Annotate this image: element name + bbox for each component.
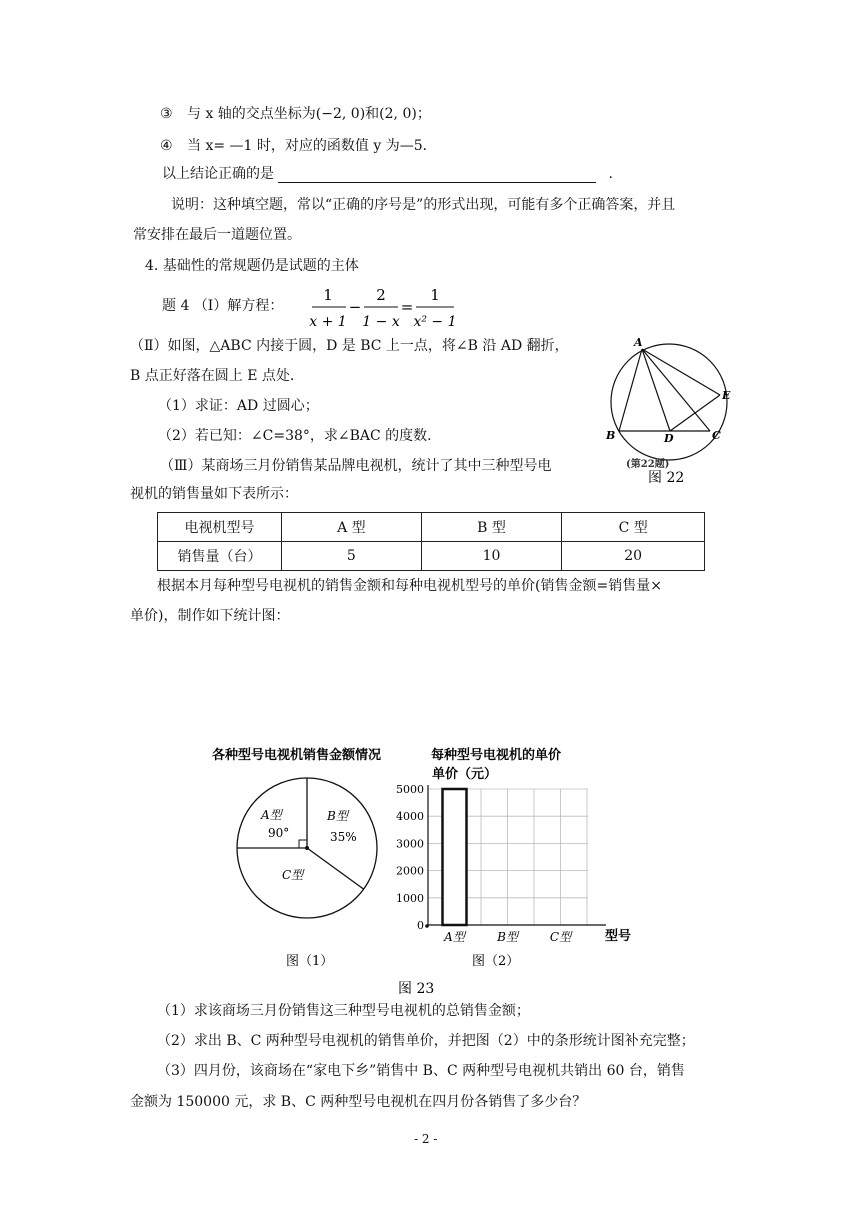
sales-volume-table <box>157 512 705 571</box>
point-label-b: B <box>606 429 616 442</box>
covered-caption: (第22题) <box>626 459 670 470</box>
table-header-cell: 电视机型号 <box>158 513 282 542</box>
y-tick-label: 3000 <box>396 837 424 851</box>
part-2-line-a: （Ⅱ）如图，△ABC 内接于圆，D 是 BC 上一点，将∠B 沿 AD 翻折， <box>130 338 569 354</box>
table-cell: 20 <box>562 542 705 571</box>
table-cell: 10 <box>421 542 562 571</box>
equation <box>308 282 458 334</box>
item-4-number: ④ <box>160 138 173 154</box>
pie-label-c: C型 <box>282 868 304 882</box>
point-label-c: C <box>712 429 721 442</box>
y-tick-label: 1000 <box>396 891 424 905</box>
pie-label-b: B型 <box>327 809 348 823</box>
table-header-row <box>158 513 705 542</box>
segment-ae <box>642 349 720 395</box>
sub-question-3-line-a: （3）四月份，该商场在“家电下乡”销售中 B、C 两种型号电视机共销出 60 台，销售 <box>157 1063 685 1079</box>
item-3-number: ③ <box>160 106 173 122</box>
y-tick-label: 4000 <box>396 810 424 824</box>
table-cell: 销售量（台） <box>158 542 282 571</box>
eq-denominator-2: 1 − x <box>362 314 400 330</box>
pie-value-a: 90° <box>268 826 290 840</box>
question-4-label: 题 4 （Ⅰ）解方程： <box>162 298 284 314</box>
point-label-e: E <box>722 389 731 402</box>
y-tick-label: 2000 <box>396 864 424 878</box>
item-3 <box>160 106 431 123</box>
point-label-d: D <box>664 432 674 445</box>
segment-de <box>670 395 720 431</box>
bar-chart-ylabel: 单价（元） <box>432 767 498 782</box>
figure-23 <box>200 740 650 1000</box>
sub-question-3-line-b: 金额为 150000 元，求 B、C 两种型号电视机在四月份各销售了多少台？ <box>130 1094 587 1110</box>
pie-center-dot <box>305 846 309 850</box>
table-header-cell: B 型 <box>421 513 562 542</box>
x-tick-label: C型 <box>549 930 572 944</box>
bar-chart <box>396 783 606 944</box>
figure-23-subcaption-2: 图（2） <box>472 954 520 969</box>
note-line-1: 说明：这种填空题，常以“正确的序号是”的形式出现，可能有多个正确答案，并且 <box>171 197 676 213</box>
eq-denominator-1: x + 1 <box>309 314 347 330</box>
sub-question-2: （2）求出 B、C 两种型号电视机的销售单价，并把图（2）中的条形统计图补充完整； <box>157 1033 695 1049</box>
part-2-question-1: （1）求证：AD 过圆心； <box>158 398 319 414</box>
part-2-line-b: B 点正好落在圆上 E 点处. <box>130 368 295 384</box>
note-line-2: 常安排在最后一道题位置。 <box>133 227 301 243</box>
eq-numerator-2: 2 <box>376 286 386 304</box>
point-label-a: A <box>634 336 643 349</box>
y-tick-label: 5000 <box>396 783 424 796</box>
eq-minus: − <box>348 298 362 316</box>
pie-chart <box>237 778 377 918</box>
y-tick-label: 0 <box>417 919 424 932</box>
sub-question-1: （1）求该商场三月份销售这三种型号电视机的总销售金额； <box>157 1003 530 1019</box>
conclusion-text: 以上结论正确的是 <box>162 166 274 182</box>
after-table-line-1: 根据本月每种型号电视机的销售金额和每种电视机型号的单价(销售金额=销售量× <box>157 578 662 594</box>
bar-a <box>443 789 467 925</box>
item-4-text: 当 x= —1 时，对应的函数值 y 为—5． <box>187 138 437 154</box>
part-3-line-a: （Ⅲ）某商场三月份销售某品牌电视机，统计了其中三种型号电 <box>160 458 552 474</box>
page-number: - 2 - <box>414 1132 438 1146</box>
item-4 <box>160 138 437 155</box>
part-2-question-2: （2）若已知：∠C=38°，求∠BAC 的度数. <box>158 428 432 444</box>
x-tick-label: A型 <box>444 930 465 944</box>
figure-23-subcaption-1: 图（1） <box>286 954 334 969</box>
pie-chart-title: 各种型号电视机销售金额情况 <box>212 748 382 763</box>
table-header-cell: C 型 <box>562 513 705 542</box>
answer-blank[interactable] <box>278 168 596 183</box>
figure-22-caption: 图 22 <box>648 470 685 486</box>
conclusion-end: . <box>608 166 613 182</box>
segment-ab <box>619 349 642 431</box>
figure-22 <box>600 332 745 492</box>
segment-ac <box>642 349 710 431</box>
section-4-heading: 4. 基础性的常规题仍是试题的主体 <box>145 258 359 274</box>
bar-chart-xlabel: 型号 <box>605 929 632 944</box>
figure-23-caption: 图 23 <box>398 981 435 997</box>
table-row <box>158 542 705 571</box>
part-3-line-b: 视机的销售量如下表所示： <box>130 486 298 502</box>
pie-slice-boundary <box>307 848 364 889</box>
table-header-cell: A 型 <box>282 513 422 542</box>
table-cell: 5 <box>282 542 422 571</box>
bar-chart-title: 每种型号电视机的单价 <box>431 748 562 763</box>
pie-label-a: A型 <box>261 808 282 822</box>
eq-numerator-3: 1 <box>430 286 440 304</box>
pie-value-b: 35% <box>330 830 357 844</box>
x-tick-label: B型 <box>497 930 518 944</box>
origin-dot <box>425 924 429 928</box>
eq-numerator-1: 1 <box>323 286 333 304</box>
segment-ad <box>642 349 670 431</box>
conclusion-line <box>162 166 613 183</box>
item-3-text: 与 x 轴的交点坐标为(−2, 0)和(2, 0)； <box>187 106 431 122</box>
eq-denominator-3: x² − 1 <box>413 314 457 330</box>
eq-equals: = <box>400 298 414 316</box>
after-table-line-2: 单价)，制作如下统计图： <box>130 608 290 624</box>
